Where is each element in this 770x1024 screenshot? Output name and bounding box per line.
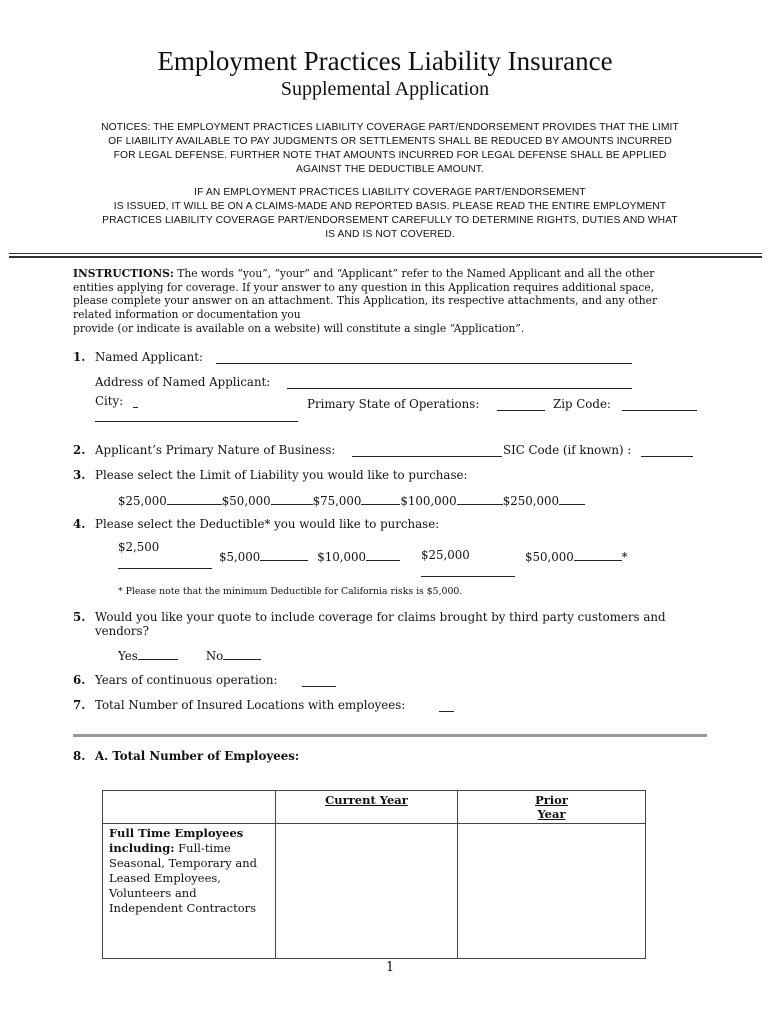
table-row — [103, 824, 646, 959]
deductible-option: $5,000 — [219, 550, 261, 564]
locations-label: Total Number of Insured Locations with employees: — [95, 698, 406, 712]
claims-made-notice — [70, 186, 710, 242]
nature-field[interactable] — [352, 456, 502, 457]
state-field[interactable] — [497, 410, 545, 411]
notice-line: IS AND IS NOT COVERED. — [325, 229, 455, 240]
notice-line: IF AN EMPLOYMENT PRACTICES LIABILITY COVERAGE PART/ENDORSEMENT — [194, 187, 586, 198]
question-number: 2. — [73, 443, 86, 457]
question-text: Would you like your quote to include coverage for claims brought by third party customers and — [95, 610, 666, 624]
city-label: City: — [95, 394, 124, 408]
question-number: 5. — [73, 610, 86, 624]
named-applicant-field[interactable] — [216, 363, 632, 364]
question-number: 3. — [73, 468, 86, 482]
notice-line: FOR LEGAL DEFENSE. FURTHER NOTE THAT AMOUNTS INCURRED FOR LEGAL DEFENSE SHALL BE APPLIED — [113, 150, 667, 161]
current-year-employees-input[interactable] — [276, 824, 458, 959]
deductible-question: Please select the Deductible* you would like to purchase: — [95, 517, 440, 531]
yes-checkbox[interactable] — [138, 647, 178, 660]
section-divider — [73, 734, 707, 737]
column-header-current-year: Current Year — [276, 791, 458, 824]
deductible-option: $2,500 — [118, 540, 160, 554]
question-number: 6. — [73, 673, 86, 687]
limit-checkbox[interactable] — [361, 492, 400, 505]
limit-option: $50,000 — [221, 494, 271, 508]
question-text: vendors? — [95, 624, 149, 638]
yes-label: Yes — [118, 649, 138, 663]
notice-block — [70, 121, 710, 177]
deductible-option: $50,000 — [525, 550, 574, 564]
limit-checkbox[interactable] — [167, 492, 222, 505]
question-number: 4. — [73, 517, 86, 531]
deductible-options — [525, 548, 628, 564]
address-field[interactable] — [287, 388, 632, 389]
row-label — [103, 824, 276, 959]
employees-table — [102, 790, 646, 959]
limit-option: $100,000 — [400, 494, 457, 508]
question-number: 1. — [73, 350, 86, 364]
limit-checkbox[interactable] — [457, 492, 503, 505]
limit-option: $25,000 — [118, 494, 167, 508]
asterisk: * — [621, 550, 628, 564]
city-field[interactable] — [95, 421, 298, 422]
sic-field[interactable] — [641, 456, 693, 457]
no-checkbox[interactable] — [223, 647, 261, 660]
instructions — [73, 267, 713, 336]
table-header-row — [103, 791, 646, 824]
deductible-checkbox[interactable] — [366, 548, 400, 561]
deductible-options — [219, 548, 400, 564]
question-number: 7. — [73, 698, 86, 712]
instructions-text: entities applying for coverage. If your answer to any question in this Application requires additional space, — [73, 280, 655, 294]
row-label-bold: Full Time Employees including: — [109, 826, 244, 855]
nature-label: Applicant’s Primary Nature of Business: — [95, 443, 336, 457]
table-corner-cell — [103, 791, 276, 824]
limit-options — [118, 492, 585, 508]
instructions-text: The words “you”, “your” and “Applicant” refer to the Named Applicant and all the other — [173, 267, 655, 280]
locations-field[interactable] — [439, 711, 454, 712]
deductible-option: $10,000 — [317, 550, 367, 564]
deductible-checkbox[interactable] — [118, 568, 212, 569]
yes-no-options — [118, 647, 261, 663]
instructions-text: provide (or indicate is available on a website) will constitute a single “Application”. — [73, 321, 525, 335]
column-header-label: Prior Year — [535, 793, 568, 821]
notice-line: OF LIABILITY AVAILABLE TO PAY JUDGMENTS OR SETTLEMENTS SHALL BE REDUCED BY AMOUNTS INCURRED — [108, 136, 672, 147]
page-number: 1 — [385, 960, 395, 975]
limit-checkbox[interactable] — [559, 492, 585, 505]
document-title: Employment Practices Liability Insurance — [157, 46, 613, 76]
zip-label: Zip Code: — [553, 397, 611, 411]
deductible-checkbox[interactable] — [574, 548, 622, 561]
no-label: No — [205, 649, 224, 663]
named-applicant-label: Named Applicant: — [95, 350, 203, 364]
divider — [9, 256, 762, 258]
notice-line: NOTICES: THE EMPLOYMENT PRACTICES LIABILITY COVERAGE PART/ENDORSEMENT PROVIDES THAT THE LIMIT — [101, 122, 679, 133]
deductible-checkbox[interactable] — [421, 576, 515, 577]
notice-line: AGAINST THE DEDUCTIBLE AMOUNT. — [296, 164, 484, 175]
employees-heading: A. Total Number of Employees: — [95, 749, 300, 763]
limit-checkbox[interactable] — [271, 492, 313, 505]
instructions-text: please complete your answer on an attachment. This Application, its respective attachments, and any other — [73, 294, 658, 308]
instructions-label: INSTRUCTIONS: — [73, 267, 174, 280]
question-number: 8. — [73, 749, 86, 763]
document-subtitle: Supplemental Application — [280, 78, 490, 100]
city-mark — [133, 407, 138, 408]
years-operation-label: Years of continuous operation: — [95, 673, 278, 687]
limit-question: Please select the Limit of Liability you would like to purchase: — [95, 468, 468, 482]
sic-label: SIC Code (if known) : — [503, 443, 632, 457]
instructions-text: related information or documentation you — [73, 308, 301, 322]
deductible-option: $25,000 — [421, 548, 470, 562]
divider — [9, 253, 762, 254]
notice-line: PRACTICES LIABILITY COVERAGE PART/ENDORSEMENT CAREFULLY TO DETERMINE RIGHTS, DUTIES AND WHAT — [102, 215, 678, 226]
years-operation-field[interactable] — [302, 686, 336, 687]
state-label: Primary State of Operations: — [307, 397, 480, 411]
limit-option: $250,000 — [502, 494, 559, 508]
address-label: Address of Named Applicant: — [95, 375, 271, 389]
notice-line: IS ISSUED, IT WILL BE ON A CLAIMS-MADE AND REPORTED BASIS. PLEASE READ THE ENTIRE EMPLOYMENT — [113, 201, 667, 212]
deductible-note: * Please note that the minimum Deductible for California risks is $5,000. — [118, 586, 463, 597]
limit-option: $75,000 — [312, 494, 362, 508]
zip-field[interactable] — [622, 410, 697, 411]
row-label-text: Full-time Seasonal, Temporary and Leased Employees, Volunteers and Independent Contractors — [109, 841, 258, 915]
column-header-prior-year — [458, 791, 646, 824]
deductible-checkbox[interactable] — [260, 548, 308, 561]
prior-year-employees-input[interactable] — [458, 824, 646, 959]
third-party-question — [95, 610, 715, 638]
